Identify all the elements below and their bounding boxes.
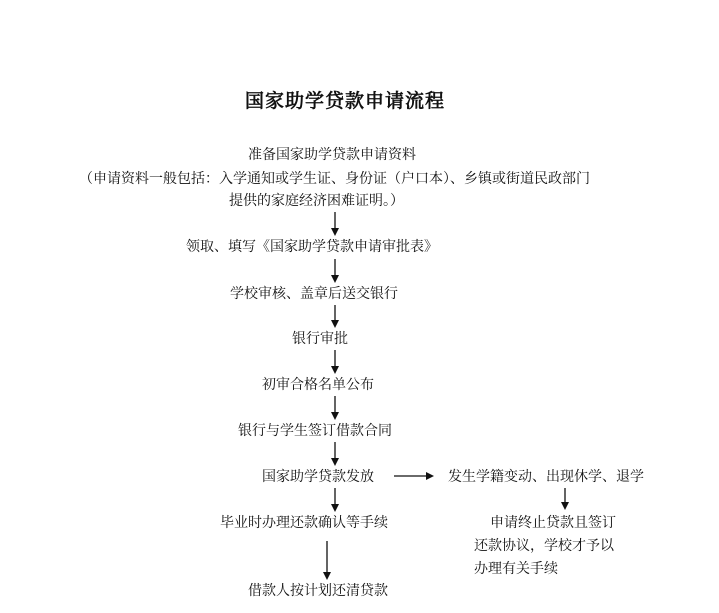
branch-terminate-line3: 办理有关手续 [474, 561, 558, 577]
step-list-publish: 初审合格名单公布 [262, 377, 374, 393]
step-bank-approval: 银行审批 [292, 331, 348, 347]
step-graduation: 毕业时办理还款确认等手续 [220, 515, 388, 531]
step-school-review: 学校审核、盖章后送交银行 [230, 286, 398, 302]
branch-terminate-line2: 还款协议，学校才予以 [474, 538, 614, 554]
step-disburse: 国家助学贷款发放 [262, 469, 374, 485]
step-collect-form: 领取、填写《国家助学贷款申请审批表》 [186, 239, 438, 255]
step-prepare-materials: 准备国家助学贷款申请资料 [248, 147, 416, 163]
page-title: 国家助学贷款申请流程 [244, 90, 445, 112]
step-prepare-materials-detail: （申请资料一般包括：入学通知或学生证、身份证（户口本）、乡镇或街道民政部门 [79, 171, 590, 187]
branch-status-change: 发生学籍变动、出现休学、退学 [448, 469, 644, 485]
step-prepare-materials-detail-end: 提供的家庭经济困难证明。） [229, 193, 404, 209]
step-repay: 借款人按计划还清贷款 [248, 583, 388, 599]
branch-terminate-line1: 申请终止贷款且签订 [490, 515, 616, 531]
step-sign-contract: 银行与学生签订借款合同 [238, 423, 392, 439]
